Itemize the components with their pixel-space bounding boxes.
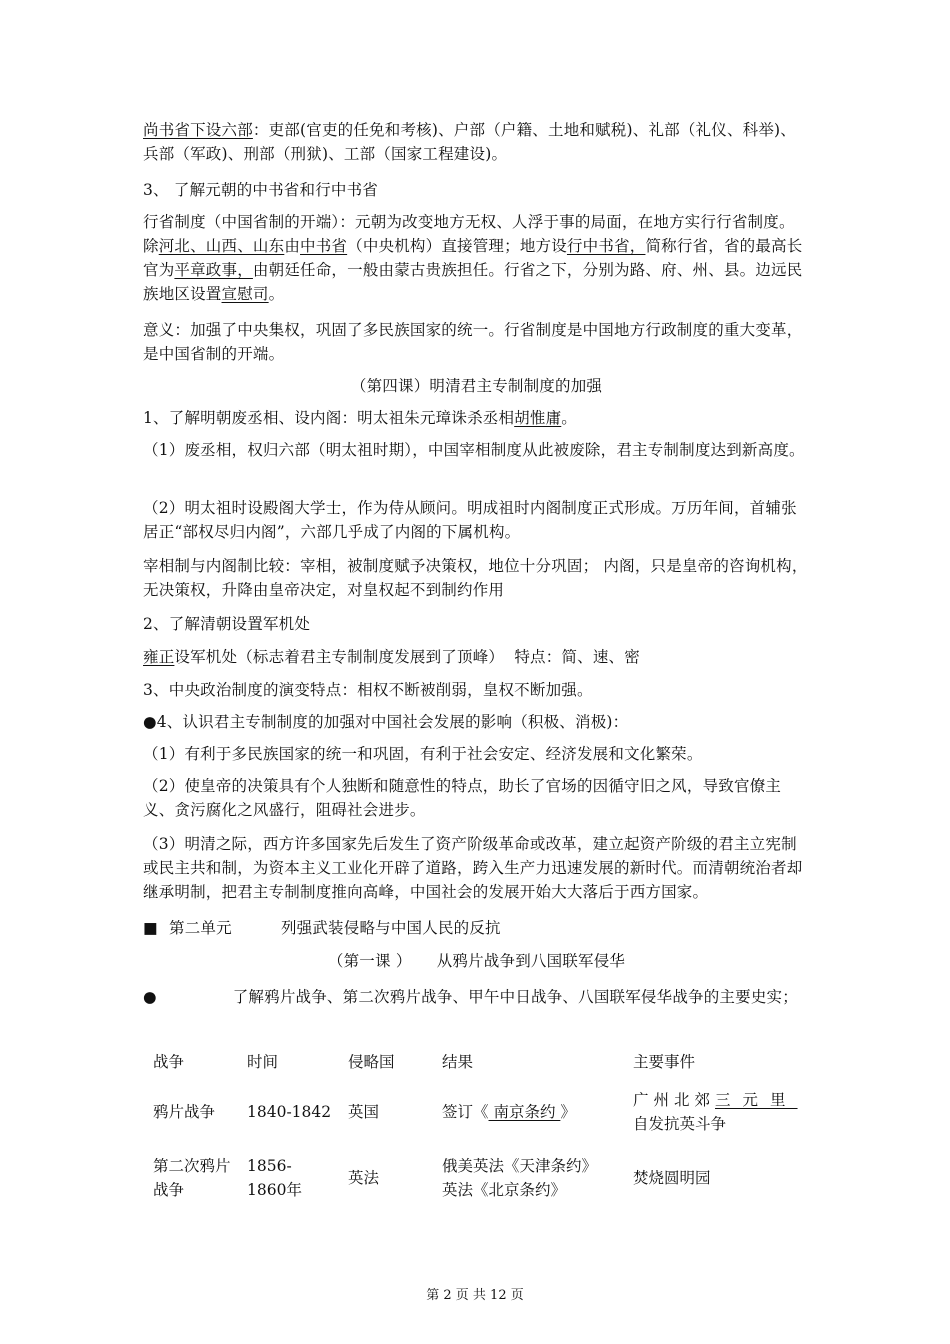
bullet-paragraph: ● 了解鸦片战争、第二次鸦片战争、甲午中日战争、八国联军侵华战争的主要史实； xyxy=(143,988,798,1006)
list-item: （2）使皇帝的决策具有个人独断和随意性的特点，助长了官场的因循守旧之风，导致官僚主义、贪污腐化之风盛行，阻碍社会进步。 xyxy=(143,777,782,819)
section-heading: 3、 了解元朝的中书省和行中书省 xyxy=(143,181,378,199)
lesson-title: （第一课 ） 从鸦片战争到八国联军侵华 xyxy=(327,952,626,970)
underlined-term: 胡惟庸 xyxy=(514,409,562,427)
list-item: 2、了解清朝设置军机处 xyxy=(143,615,311,633)
underlined-term: 宣慰司 xyxy=(221,285,269,303)
unit-heading: ■ 第二单元 列强武装侵略与中国人民的反抗 xyxy=(143,919,501,937)
list-item: ●4、认识君主专制制度的加强对中国社会发展的影响（积极、消极)： xyxy=(143,713,629,731)
comparison-paragraph: 宰相制与内阁制比较：宰相，被制度赋予决策权，地位十分巩固； 内阁，只是皇帝的咨询机构，无决策权，升降由皇帝决定，对皇权起不到制约作用 xyxy=(143,557,808,599)
underlined-term: 尚书省下设六部 xyxy=(143,121,253,139)
table-cell: 签订《 南京条约 》 xyxy=(442,1103,576,1121)
column-header: 时间 xyxy=(247,1053,279,1071)
underlined-term: 行中书省， xyxy=(566,237,646,255)
table-cell: 第二次鸦片战争 xyxy=(153,1157,231,1199)
underlined-term: 平章政事， xyxy=(174,261,253,279)
significance-paragraph: 意义：加强了中央集权，巩固了多民族国家的统一。行省制度是中国地方行政制度的重大变革，是中国省制的开端。 xyxy=(143,321,803,363)
table-cell: 广州北郊三元里自发抗英斗争 xyxy=(633,1091,798,1133)
underlined-term: 中书省 xyxy=(300,237,348,255)
table-cell: 1840-1842 xyxy=(247,1103,332,1121)
column-header: 主要事件 xyxy=(633,1053,696,1071)
table-cell: 英国 xyxy=(348,1103,380,1121)
table-row xyxy=(143,1088,810,1138)
table-cell: 英法 xyxy=(348,1169,380,1187)
list-item: （1）废丞相，权归六部（明太祖时期），中国宰相制度从此被废除，君主专制制度达到新高度。 xyxy=(143,441,805,459)
underlined-term: 河北、山西、山东 xyxy=(158,237,285,255)
list-item: （1）有利于多民族国家的统一和巩固，有利于社会安定、经济发展和文化繁荣。 xyxy=(143,745,703,763)
table-row xyxy=(143,1154,810,1204)
column-header: 侵略国 xyxy=(348,1053,395,1071)
list-item: （2）明太祖时设殿阁大学士，作为侍从顾问。明成祖时内阁制度正式形成。万历年间，首辅张居正“部权尽归内阁”，六部几乎成了内阁的下属机构。 xyxy=(143,499,797,541)
column-header: 结果 xyxy=(442,1053,474,1071)
list-item: 雍正设军机处（标志着君主专制制度发展到了顶峰） 特点：简、速、密 xyxy=(143,648,640,666)
lesson-title: （第四课）明清君主专制制度的加强 xyxy=(350,377,603,395)
table-cell: 鸦片战争 xyxy=(153,1103,216,1121)
square-bullet-icon: ■ xyxy=(143,919,158,937)
six-ministries-paragraph: 尚书省下设六部：吏部(官吏的任免和考核)、户部（户籍、土地和赋税)、礼部（礼仪、科举)、兵部（军政)、刑部（刑狱)、工部（国家工程建设)。 xyxy=(143,121,796,163)
list-item: 3、中央政治制度的演变特点：相权不断被削弱，皇权不断加强。 xyxy=(143,681,593,699)
list-item: 1、了解明朝废丞相、设内阁：明太祖朱元璋诛杀丞相胡惟庸。 xyxy=(143,409,577,427)
list-item: （3）明清之际，西方许多国家先后发生了资产阶级革命或改革，建立起资产阶级的君主立宪制或民主共和制，为资本主义工业化开辟了道路，跨入生产力迅速发展的新时代。而清朝统治者却继承明制，把君主专制制度推向高峰，中国社会的发展开始大大落后于西方国家。 xyxy=(143,835,803,901)
bullet-icon: ● xyxy=(143,988,157,1006)
table-cell: 焚烧圆明园 xyxy=(633,1169,711,1187)
table-cell: 俄美英法《天津条约》 英法《北京条约》 xyxy=(442,1157,598,1199)
table-cell: 1856-1860年 xyxy=(247,1157,302,1199)
province-system-paragraph: 行省制度（中国省制的开端）：元朝为改变地方无权、人浮于事的局面，在地方实行行省制度。除河北、山西、山东由中书省（中央机构）直接管理；地方设行中书省，简称行省，省的最高长官为平章政事，由朝廷任命，一般由蒙古贵族担任。行省之下，分别为路、府、州、县。边远民族地区设置宣慰司。 xyxy=(143,213,803,303)
page-footer: 第 2 页 共 12 页 xyxy=(426,1288,524,1303)
column-header: 战争 xyxy=(153,1053,185,1071)
underlined-term: 雍正 xyxy=(143,648,175,666)
